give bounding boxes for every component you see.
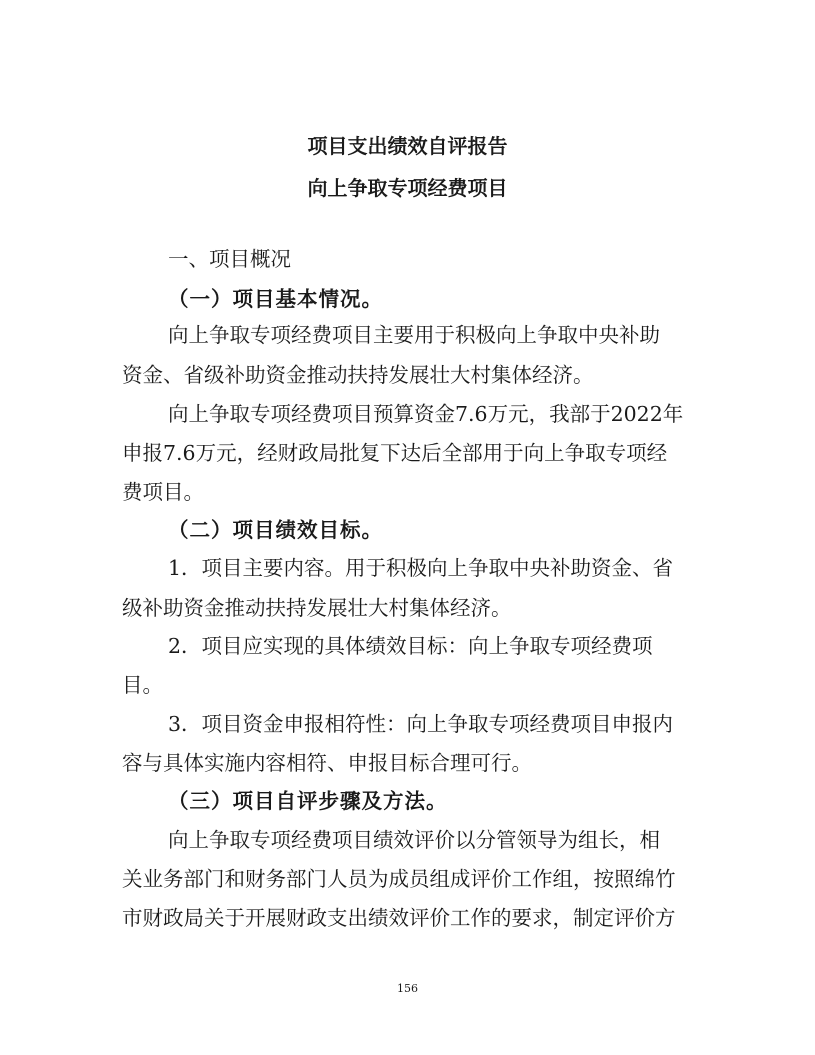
paragraph-line: 关业务部门和财务部门人员为成员组成评价工作组，按照绵竹 [122, 867, 676, 891]
paragraph-line: 资金、省级补助资金推动扶持发展壮大村集体经济。 [122, 363, 594, 387]
paragraph-line: 向上争取专项经费项目绩效评价以分管领导为组长，相 [168, 828, 660, 852]
subsection-heading-basic-info: （一）项目基本情况。 [168, 287, 383, 311]
paragraph-line: 向上争取专项经费项目预算资金7.6万元，我部于2022年 [168, 402, 684, 426]
paragraph-line: 级补助资金推动扶持发展壮大村集体经济。 [122, 596, 512, 620]
paragraph-line: 目。 [122, 673, 163, 697]
paragraph-line: 申报7.6万元，经财政局批复下达后全部用于向上争取专项经 [122, 441, 668, 465]
page-number: 156 [397, 982, 418, 995]
section-heading-overview: 一、项目概况 [168, 247, 291, 271]
paragraph-line: 向上争取专项经费项目主要用于积极向上争取中央补助 [168, 323, 660, 347]
paragraph-line: 2．项目应实现的具体绩效目标：向上争取专项经费项 [168, 634, 653, 658]
paragraph-line: 3．项目资金申报相符性：向上争取专项经费项目申报内 [168, 712, 674, 736]
paragraph-line: 1．项目主要内容。用于积极向上争取中央补助资金、省 [168, 556, 674, 580]
report-title: 项目支出绩效自评报告 [307, 134, 508, 158]
subsection-heading-evaluation-steps: （三）项目自评步骤及方法。 [168, 789, 448, 813]
report-subtitle: 向上争取专项经费项目 [307, 176, 508, 200]
paragraph-line: 费项目。 [122, 480, 204, 504]
subsection-heading-performance-goals: （二）项目绩效目标。 [168, 518, 383, 542]
paragraph-line: 容与具体实施内容相符、申报目标合理可行。 [122, 751, 532, 775]
paragraph-line: 市财政局关于开展财政支出绩效评价工作的要求，制定评价方 [122, 906, 676, 930]
